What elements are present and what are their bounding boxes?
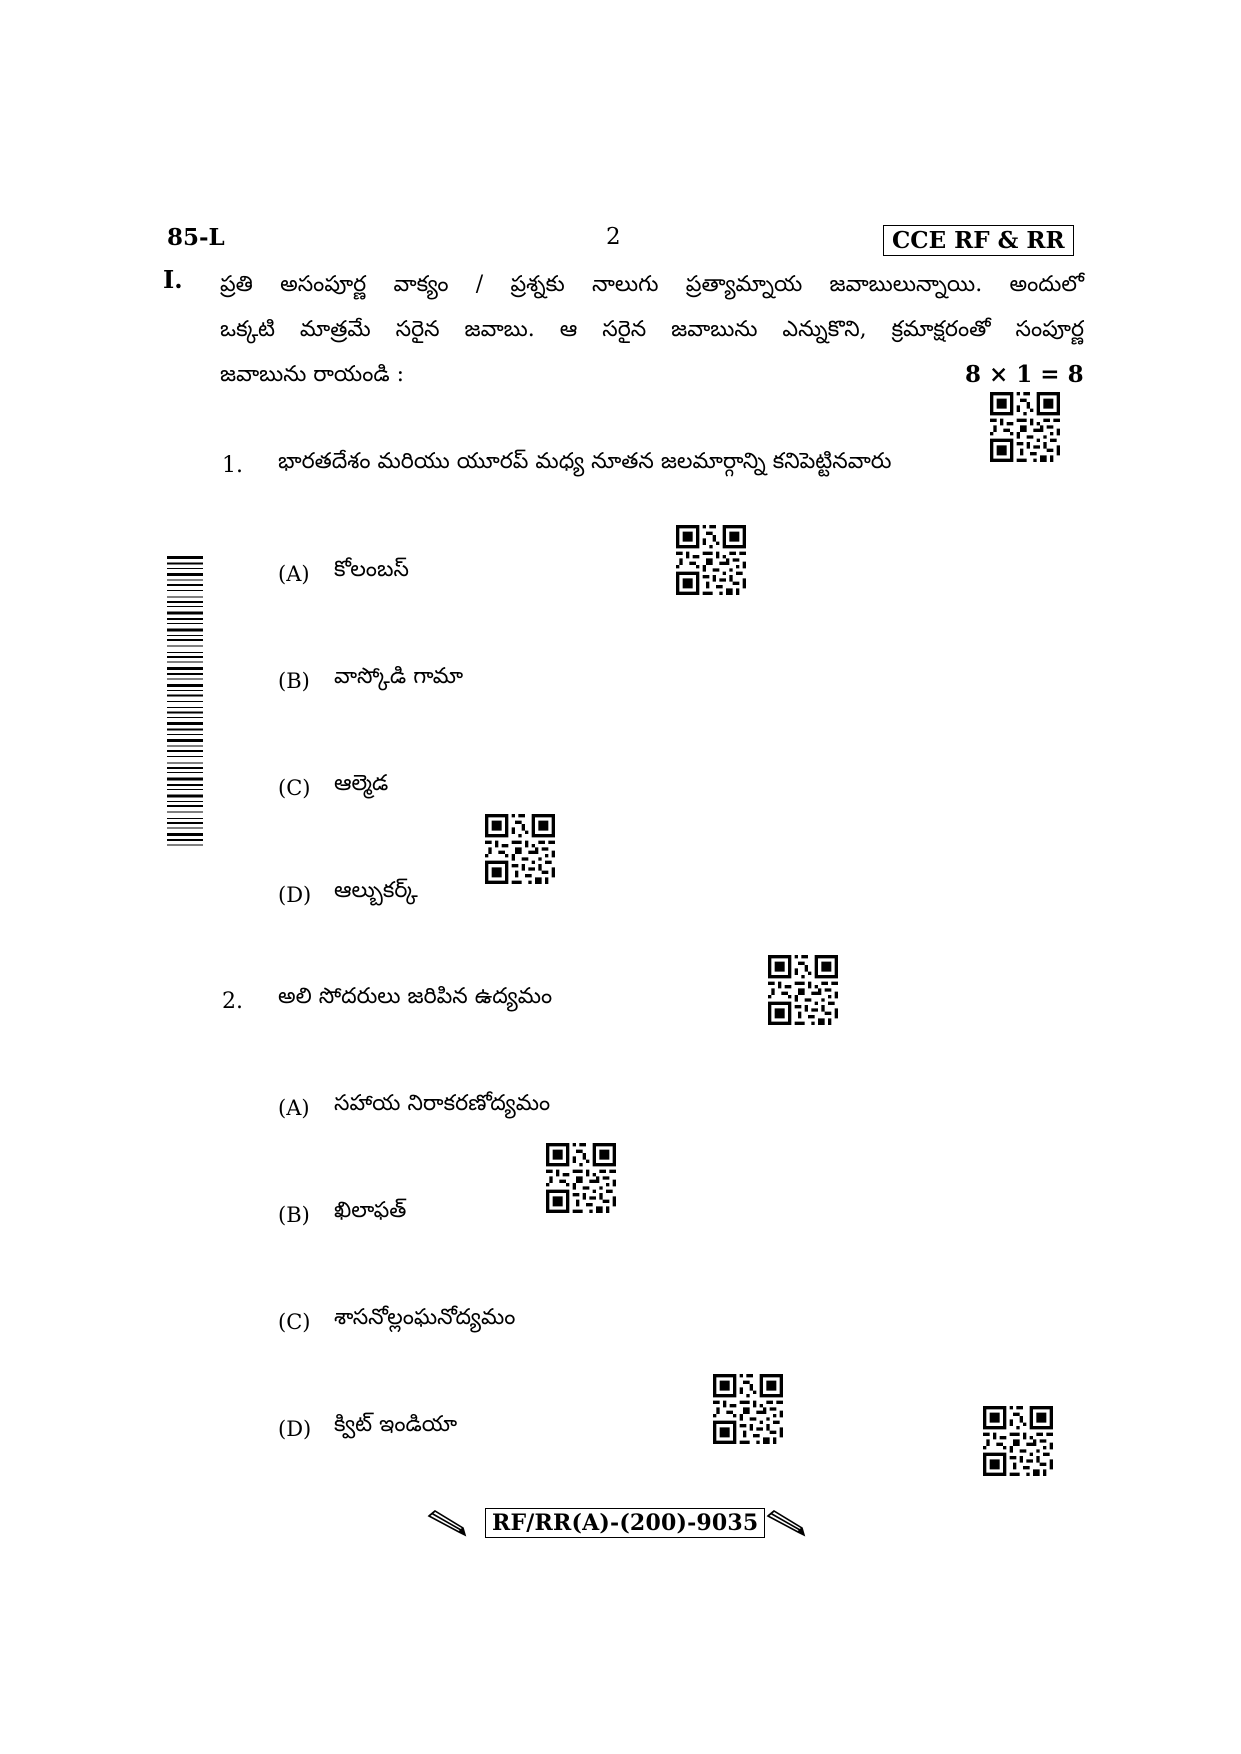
instruction-line-3: జవాబును రాయండి : [220,362,405,387]
q2-option-d-label: (D) [278,1417,312,1441]
qr-code-icon [676,525,746,595]
q1-option-a-text: కోలంబస్ [334,557,409,582]
question-1-number: 1. [222,453,243,478]
q2-option-a-label: (A) [278,1096,310,1120]
q2-option-b-label: (B) [278,1203,310,1227]
section-number: I. [163,265,183,294]
q1-option-b-label: (B) [278,669,310,693]
q1-option-d-label: (D) [278,883,312,907]
qr-code-icon [983,1406,1053,1476]
qr-code-icon [713,1374,783,1444]
qr-code-icon [485,814,555,884]
exam-tag: CCE RF & RR [883,225,1074,256]
pencil-icon [425,1508,471,1538]
instruction-block [220,262,1084,352]
q2-option-c-label: (C) [278,1310,311,1334]
paper-code: 85-L [167,224,225,251]
q1-option-c-text: ఆల్మెడ [334,771,389,796]
qr-code-icon [990,392,1060,462]
question-2-number: 2. [222,989,243,1014]
q1-option-d-text: ఆల్బుకర్క్ [334,878,418,903]
q2-option-c-text: శాసనోల్లంఘనోద్యమం [334,1305,516,1330]
question-1-text: భారతదేశం మరియు యూరప్ మధ్య నూతన జలమార్గాన్ని కనిపెట్టినవారు [278,449,892,474]
q1-option-c-label: (C) [278,776,311,800]
pencil-icon [764,1508,810,1538]
q1-option-a-label: (A) [278,562,310,586]
barcode-icon [167,556,203,848]
qr-code-icon [546,1143,616,1213]
page-number: 2 [606,224,621,250]
instruction-line-2: ఒక్కటి మాత్రమే సరైన జవాబు. ఆ సరైన జవాబును ఎన్నుకొని, క్రమాక్షరంతో సంపూర్ణ [220,317,1084,342]
q2-option-b-text: ఖిలాఫత్ [334,1198,407,1223]
footer-code: RF/RR(A)-(200)-9035 [485,1508,765,1538]
q2-option-d-text: క్విట్ ఇండియా [334,1412,458,1437]
question-2-text: అలి సోదరులు జరిపిన ఉద్యమం [278,984,553,1009]
q2-option-a-text: సహాయ నిరాకరణోద్యమం [334,1091,551,1116]
qr-code-icon [768,955,838,1025]
instruction-line-1: ప్రతి అసంపూర్ణ వాక్యం / ప్రశ్నకు నాలుగు ప్రత్యామ్నాయ జవాబులున్నాయి. అందులో [220,272,1084,297]
marks-scheme: 8 × 1 = 8 [965,361,1084,388]
q1-option-b-text: వాస్కోడి గామా [334,664,464,689]
